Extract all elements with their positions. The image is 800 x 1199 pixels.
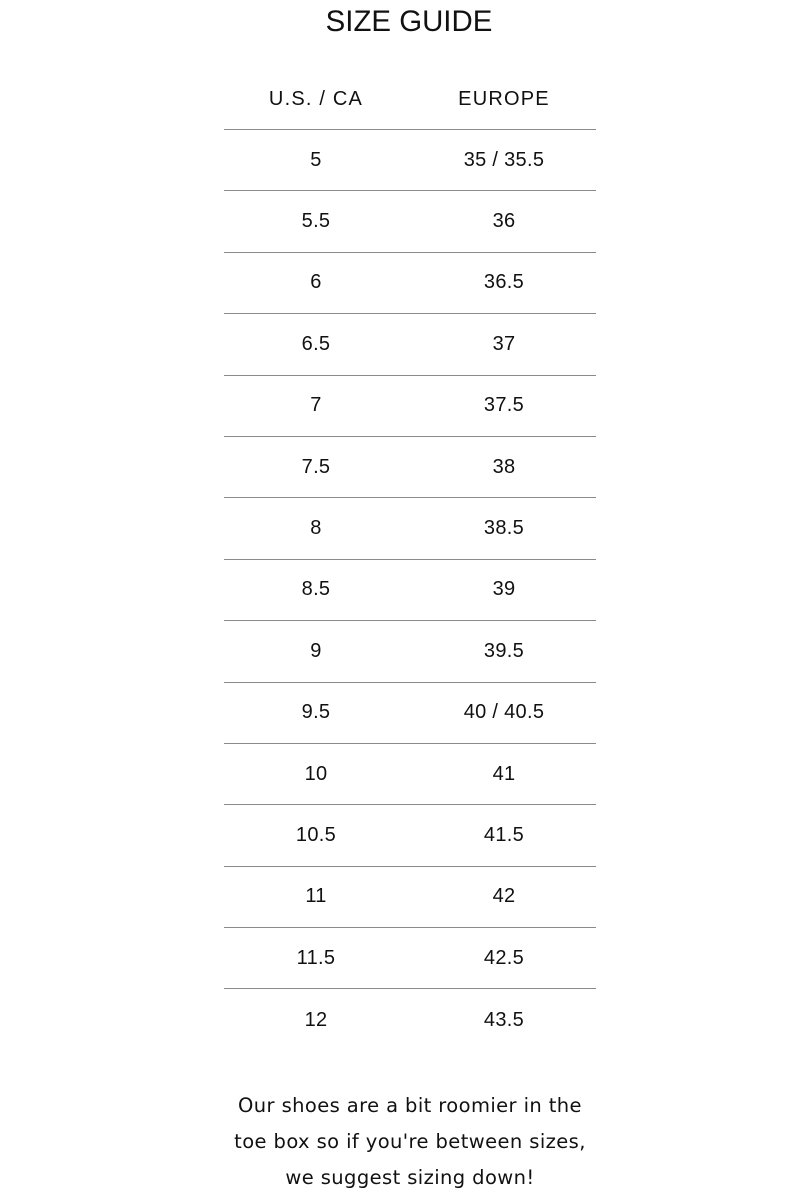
us-size-cell: 8	[310, 517, 322, 540]
sizing-note-line: we suggest sizing down!	[285, 1166, 535, 1189]
eu-size-cell: 37.5	[483, 394, 525, 417]
table-row	[224, 805, 596, 866]
sizing-note-line: toe box so if you're between sizes,	[234, 1130, 586, 1153]
eu-size-cell: 38	[492, 455, 516, 478]
us-size-cell: 5	[310, 148, 322, 171]
eu-size-cell: 40 / 40.5	[463, 701, 545, 724]
us-size-cell: 6	[310, 271, 322, 294]
eu-size-cell: 42	[492, 885, 516, 908]
eu-size-cell: 36	[492, 210, 516, 233]
us-size-cell: 7.5	[301, 455, 331, 478]
table-row	[224, 437, 596, 498]
table-row	[224, 560, 596, 621]
table-row	[224, 498, 596, 559]
us-size-cell: 7	[310, 394, 322, 417]
eu-size-cell: 39	[492, 578, 516, 601]
us-size-cell: 10	[304, 762, 328, 785]
us-size-cell: 5.5	[301, 210, 331, 233]
eu-size-cell: 43.5	[483, 1008, 525, 1031]
us-size-cell: 11.5	[296, 946, 336, 969]
sizing-note-line: Our shoes are a bit roomier in the	[238, 1094, 582, 1117]
page-title: SIZE GUIDE	[325, 5, 493, 38]
column-header-europe: EUROPE	[458, 88, 550, 110]
table-row	[224, 683, 596, 744]
eu-size-cell: 37	[492, 332, 516, 355]
eu-size-cell: 41	[492, 762, 516, 785]
table-row	[224, 989, 596, 1050]
us-size-cell: 6.5	[301, 332, 331, 355]
table-row	[224, 253, 596, 314]
table-row	[224, 376, 596, 437]
us-size-cell: 10.5	[295, 823, 337, 846]
us-size-cell: 8.5	[301, 578, 331, 601]
table-row	[224, 130, 596, 191]
table-row	[224, 191, 596, 252]
table-row	[224, 928, 596, 989]
eu-size-cell: 36.5	[483, 271, 525, 294]
us-size-cell: 12	[304, 1008, 328, 1031]
table-row	[224, 314, 596, 375]
column-header-us-ca: U.S. / CA	[268, 88, 364, 110]
eu-size-cell: 39.5	[483, 639, 525, 662]
sizing-note	[200, 1088, 620, 1196]
table-row	[224, 744, 596, 805]
us-size-cell: 11	[305, 885, 327, 908]
table-header-row	[224, 70, 596, 130]
us-size-cell: 9	[310, 639, 322, 662]
eu-size-cell: 35 / 35.5	[463, 148, 545, 171]
eu-size-cell: 38.5	[483, 517, 525, 540]
table-row	[224, 621, 596, 682]
us-size-cell: 9.5	[301, 701, 331, 724]
table-row	[224, 867, 596, 928]
size-table	[224, 70, 596, 1051]
eu-size-cell: 41.5	[483, 823, 525, 846]
eu-size-cell: 42.5	[483, 946, 525, 969]
